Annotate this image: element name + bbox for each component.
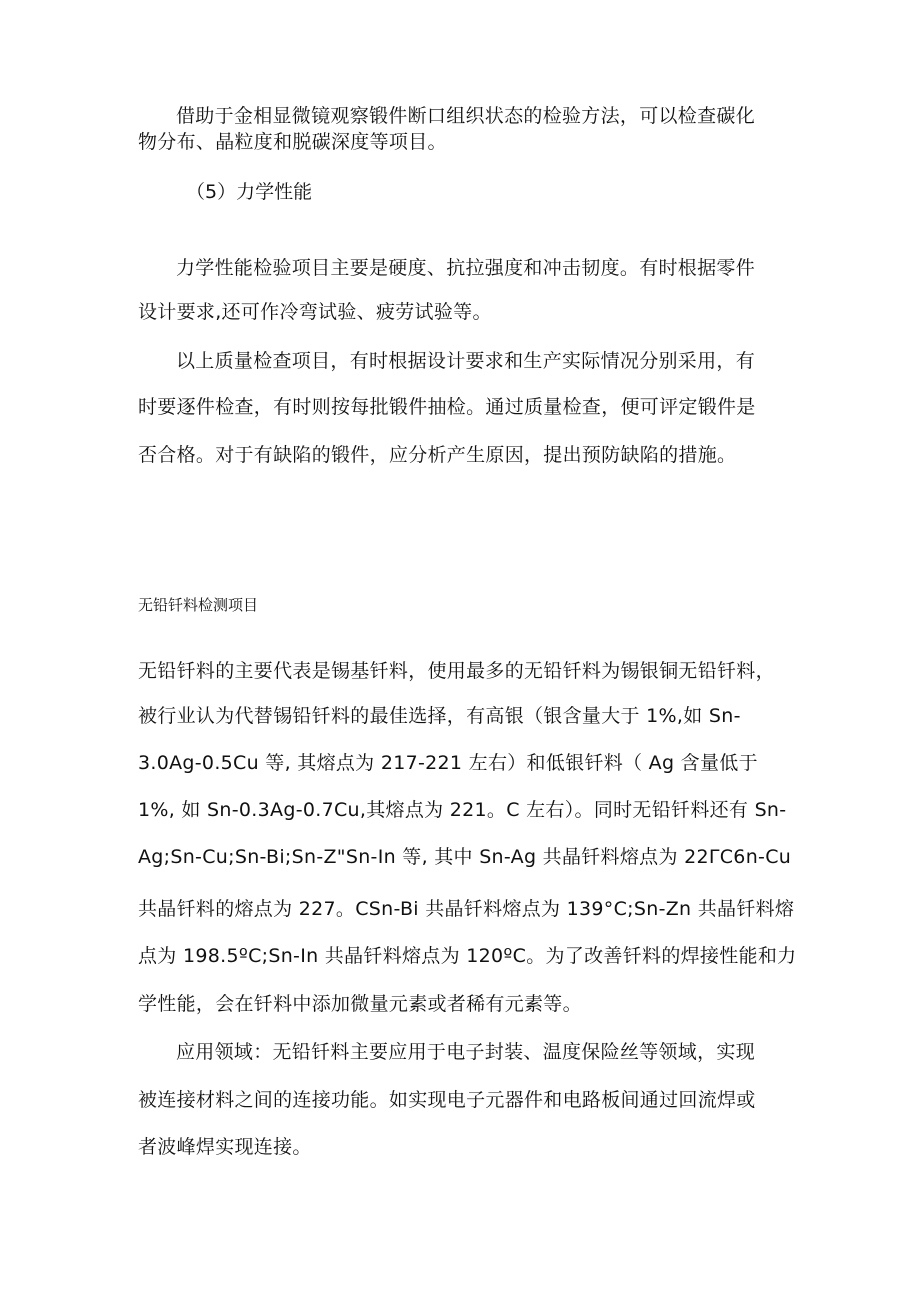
paragraph-3-line-2: 时要逐件检查，有时则按每批锻件抽检。通过质量检查，便可评定锻件是 (138, 396, 756, 418)
paragraph-4-line-1: 无铅钎料的主要代表是锡基钎料，使用最多的无铅钎料为锡银铜无铅钎料， (138, 660, 775, 682)
paragraph-5-line-1: 应用领域：无铅钎料主要应用于电子封装、温度保险丝等领域，实现 (176, 1041, 756, 1063)
subheading-mechanical-properties: （5）力学性能 (186, 181, 313, 203)
paragraph-4-line-4: 1%, 如 Sn-0.3Ag-0.7Cu,其熔点为 221。C 左右）。同时无铅钎料还有 Sn- (138, 799, 787, 821)
paragraph-1-line-1: 借助于金相显微镜观察锻件断口组织状态的检验方法，可以检查碳化 (176, 105, 756, 127)
paragraph-2-line-2: 设计要求,还可作冷弯试验、疲劳试验等。 (138, 301, 492, 323)
paragraph-4-line-8: 学性能，会在钎料中添加微量元素或者稀有元素等。 (138, 993, 582, 1015)
paragraph-2-line-1: 力学性能检验项目主要是硬度、抗拉强度和冲击韧度。有时根据零件 (176, 257, 756, 279)
paragraph-5-line-2: 被连接材料之间的连接功能。如实现电子元器件和电路板间通过回流焊或 (138, 1089, 756, 1111)
paragraph-4-line-3: 3.0Ag-0.5Cu 等, 其熔点为 217-221 左右）和低银钎料（ Ag 含量低于 (138, 752, 758, 774)
paragraph-4-line-7: 点为 198.5ºC;Sn-In 共晶钎料熔点为 120ºC。为了改善钎料的焊接性能和力 (138, 945, 797, 967)
paragraph-4-line-2: 被行业认为代替锡铅钎料的最佳选择，有高银（银含量大于 1%,如 Sn- (138, 705, 741, 727)
paragraph-5-line-3: 者波峰焊实现连接。 (138, 1136, 312, 1158)
paragraph-3-line-3: 否合格。对于有缺陷的锻件，应分析产生原因，提出预防缺陷的措施。 (138, 444, 737, 466)
paragraph-4-line-6: 共晶钎料的熔点为 227。CSn-Bi 共晶钎料熔点为 139°C;Sn-Zn 共晶钎料熔 (138, 898, 795, 920)
paragraph-3-line-1: 以上质量检查项目，有时根据设计要求和生产实际情况分别采用，有 (176, 350, 756, 372)
paragraph-1-line-2: 物分布、晶粒度和脱碳深度等项目。 (138, 131, 447, 153)
paragraph-4-line-5: Ag;Sn-Cu;Sn-Bi;Sn-Z"Sn-In 等, 其中 Sn-Ag 共晶钎料熔点为 22ΓC6n-Cu (138, 846, 792, 868)
section-title: 无铅钎料检测项目 (138, 596, 259, 614)
